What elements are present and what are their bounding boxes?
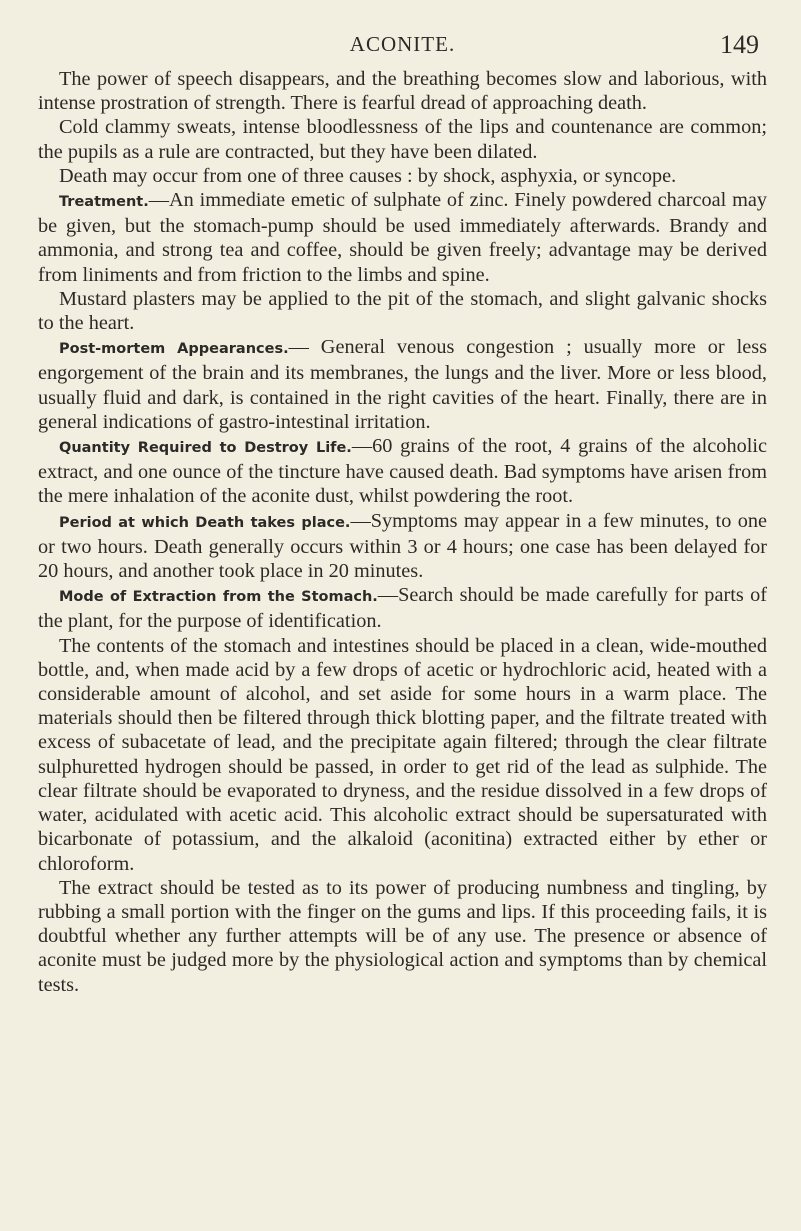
paragraph xyxy=(38,287,767,335)
paragraph-quantity xyxy=(38,434,767,509)
paragraph-text: The power of speech disappears, and the breathing becomes slow and laborious, with intense prostration of strength. There is fearful dread of approaching death. xyxy=(38,68,767,115)
paragraph-post-mortem xyxy=(38,335,767,434)
running-title: ACONITE. xyxy=(349,32,456,56)
body-text xyxy=(38,67,767,997)
section-heading: Period at which Death takes place. xyxy=(59,514,351,531)
section-heading: Post-mortem Appearances. xyxy=(59,341,289,358)
book-page xyxy=(38,0,767,1231)
paragraph-text: —Symptoms may appear in a few minutes, to one or two hours. Death generally occurs within 3 or 4 hours; one case has been delayed for 20 hours, and another took place in 20 minutes. xyxy=(38,509,767,583)
paragraph-text: Cold clammy sweats, intense bloodlessness of the lips and countenance are common; the pupils as a rule are contracted, but they have been dilated. xyxy=(38,116,767,163)
running-head xyxy=(38,30,767,60)
paragraph-text: The extract should be tested as to its power of producing numbness and tingling, by rubbing a small portion with the finger on the gums and lips. If this proceeding fails, it is doubtful whether any further attempts will be of any use. The presence or absence of aconite must be judged more by the physiological action and symptoms than by chemical tests. xyxy=(38,876,767,996)
section-heading: Quantity Required to Destroy Life. xyxy=(59,440,352,457)
paragraph xyxy=(38,164,767,188)
paragraph-text: Mustard plasters may be applied to the pit of the stomach, and slight galvanic shocks to the heart. xyxy=(38,287,767,335)
paragraph-text: Death may occur from one of three causes : by shock, asphyxia, or syncope. xyxy=(59,164,677,187)
page-number: 149 xyxy=(720,30,759,59)
paragraph xyxy=(38,67,767,115)
paragraph xyxy=(38,876,767,997)
paragraph-extraction xyxy=(38,583,767,633)
paragraph-text: —60 grains of the root, 4 grains of the alcoholic extract, and one ounce of the tincture have caused death. Bad symptoms have arisen from the mere inhalation of the aconite dust, whilst powdering the root. xyxy=(38,435,767,508)
paragraph xyxy=(38,115,767,163)
paragraph-text: — General venous congestion ; usually more or less engorgement of the brain and its membranes, the lungs and the liver. More or less blood, usually fluid and dark, is contained in the right cavities of the heart. Finally, there are in general indications of gastro-intestinal irritation. xyxy=(38,336,767,433)
paragraph-period xyxy=(38,509,767,584)
paragraph-text: —Search should be made carefully for parts of the plant, for the purpose of identification. xyxy=(38,584,767,633)
paragraph-text: —An immediate emetic of sulphate of zinc. Finely powdered charcoal may be given, but the stomach-pump should be used immediately afterwards. Brandy and ammonia, and strong tea and coffee, should be given freely; advantage may be derived from liniments and from friction to the limbs and spine. xyxy=(38,189,767,286)
paragraph-text: The contents of the stomach and intestines should be placed in a clean, wide-mouthed bottle, and, when made acid by a few drops of acetic or hydrochloric acid, heated with a considerable amount of alcohol, and set aside for some hours in a warm place. The materials should then be filtered through thick blotting paper, and the filtrate treated with excess of subacetate of lead, and the precipitate again filtered; through the clear filtrate sulphuretted hydrogen should be passed, in order to get rid of the lead as sulphide. The clear filtrate should be evaporated to dryness, and the residue dissolved in a few drops of water, acidulated with acetic acid. This alcoholic extract should be supersaturated with bicarbonate of potassium, and the alkaloid (aconitina) extracted either by ether or chloroform. xyxy=(38,634,767,875)
paragraph-treatment xyxy=(38,188,767,287)
section-heading: Treatment. xyxy=(59,194,149,211)
section-heading: Mode of Extraction from the Stomach. xyxy=(59,589,378,606)
paragraph xyxy=(38,634,767,876)
